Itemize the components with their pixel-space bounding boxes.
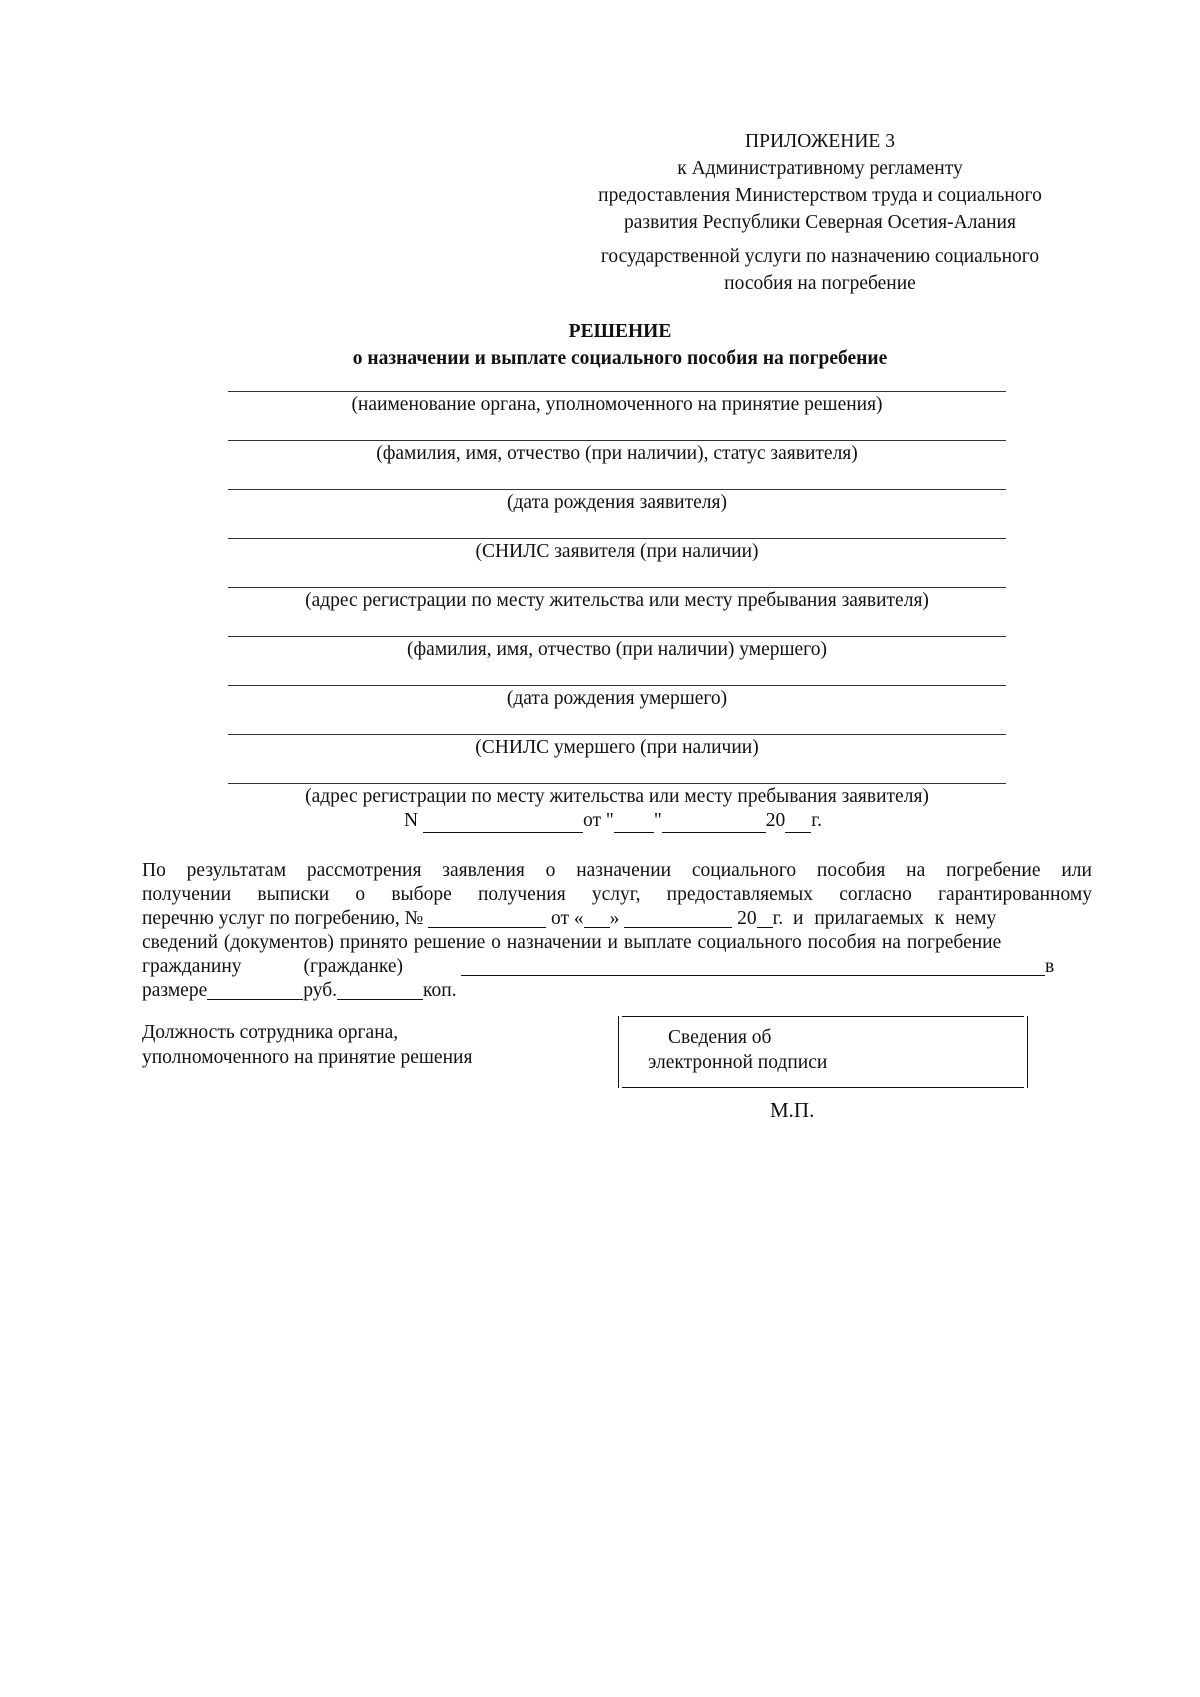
row2-word: получении	[142, 884, 232, 905]
field-line-9	[228, 783, 1006, 784]
esign-line-1: Сведения об	[668, 1027, 772, 1048]
kopecks-blank	[337, 979, 423, 1000]
field-caption-5: (адрес регистрации по месту жительства или месту пребывания заявителя)	[305, 590, 929, 611]
title-sub: о назначении и выплате социального пособия на погребение	[352, 348, 888, 369]
official-position	[142, 1020, 472, 1070]
field-line-1	[228, 391, 1006, 392]
seal-placeholder: М.П.	[770, 1098, 815, 1122]
field-line-3	[228, 489, 1006, 490]
para-row5-c: в	[1045, 956, 1055, 977]
decision-number-line	[404, 809, 822, 833]
esign-border-top	[622, 1016, 1024, 1017]
field-line-5	[228, 587, 1006, 588]
para-row-1	[142, 859, 1092, 883]
row1-word: По	[142, 860, 166, 881]
esignature-box	[618, 1016, 1028, 1088]
esign-line-2: электронной подписи	[648, 1052, 828, 1073]
appendix-line-1: к Административному регламенту	[677, 158, 963, 179]
row1-word: или	[1061, 860, 1092, 881]
esign-border-right	[1027, 1016, 1028, 1088]
para-row4-text: сведений (документов) принято решение о назначении и выплате социального пособия на погребение	[142, 932, 1002, 953]
row1-word: заявления	[442, 860, 525, 881]
number-blank	[423, 812, 583, 833]
field-line-4	[228, 538, 1006, 539]
para-row6-c: коп.	[423, 980, 457, 1001]
para-row-2	[142, 883, 1092, 907]
appendix-line-5: пособия на погребение	[724, 273, 916, 294]
field-caption-2: (фамилия, имя, отчество (при наличии), статус заявителя)	[376, 443, 858, 464]
row1-word: на	[906, 860, 926, 881]
para-row5-a: гражданину	[142, 956, 242, 977]
field-caption-8: (СНИЛС умершего (при наличии)	[475, 737, 759, 758]
row1-word: пособия	[816, 860, 886, 881]
reg-number-blank	[428, 907, 546, 928]
para-row3-c: »	[609, 908, 620, 929]
year-prefix: 20	[765, 810, 786, 831]
row1-word: социального	[691, 860, 797, 881]
decision-paragraph	[142, 859, 1092, 1003]
para-row3-e: г.	[772, 908, 784, 929]
row1-word: рассмотрения	[306, 860, 422, 881]
reg-year-blank	[757, 907, 773, 928]
para-row-6	[142, 979, 1092, 1003]
row2-word: гарантированному	[938, 884, 1092, 905]
citizen-name-blank	[461, 955, 1045, 976]
row2-word: согласно	[839, 884, 912, 905]
document-title	[230, 318, 1010, 372]
para-row5-b: (гражданке)	[303, 956, 404, 977]
appendix-header-cont	[560, 243, 1080, 297]
row2-word: выписки	[257, 884, 330, 905]
esign-border-left	[618, 1016, 619, 1088]
title-main: РЕШЕНИЕ	[568, 321, 672, 342]
row1-word: результатам	[186, 860, 287, 881]
appendix-line-4: государственной услуги по назначению социального	[600, 246, 1040, 267]
rubles-blank	[207, 979, 303, 1000]
field-caption-7: (дата рождения умершего)	[506, 688, 728, 709]
para-row-4	[142, 931, 1092, 955]
field-caption-1: (наименование органа, уполномоченного на принятие решения)	[351, 394, 883, 415]
reg-month-blank	[624, 907, 732, 928]
field-caption-9: (адрес регистрации по месту жительства или месту пребывания заявителя)	[305, 786, 929, 807]
row2-word: выборе	[391, 884, 452, 905]
appendix-header	[560, 128, 1080, 236]
field-line-2	[228, 440, 1006, 441]
para-row-3	[142, 907, 1092, 931]
field-line-7	[228, 685, 1006, 686]
row1-word: назначении	[576, 860, 672, 881]
day-blank	[614, 812, 654, 833]
row2-word: о	[355, 884, 366, 905]
para-row3-f: и прилагаемых к нему	[793, 908, 997, 929]
appendix-line-2: предоставления Министерством труда и социального	[598, 185, 1042, 206]
row1-word: погребение	[946, 860, 1041, 881]
row1-word: о	[545, 860, 556, 881]
field-caption-6: (фамилия, имя, отчество (при наличии) умершего)	[407, 639, 827, 660]
appendix-line-3: развития Республики Северная Осетия-Алания	[624, 212, 1016, 233]
field-line-6	[228, 636, 1006, 637]
field-caption-4: (СНИЛС заявителя (при наличии)	[475, 541, 759, 562]
row2-word: предоставляемых	[666, 884, 813, 905]
year-suffix: г.	[811, 810, 822, 831]
position-line-2: уполномоченного на принятие решения	[142, 1047, 473, 1068]
position-line-1: Должность сотрудника органа,	[142, 1022, 399, 1043]
month-blank	[662, 812, 766, 833]
field-caption-3: (дата рождения заявителя)	[507, 492, 727, 513]
number-label: N	[404, 810, 419, 831]
from-label: от "	[582, 810, 614, 831]
field-line-8	[228, 734, 1006, 735]
para-row-5	[142, 955, 1092, 979]
para-row3-d: 20	[737, 908, 757, 929]
year-blank	[785, 812, 811, 833]
esign-border-bottom	[622, 1087, 1024, 1088]
esign-text	[648, 1025, 827, 1075]
para-row3-b: от «	[550, 908, 584, 929]
para-row3-a: перечню услуг по погребению, №	[142, 908, 424, 929]
para-row6-a: размере	[142, 980, 208, 1001]
quote-close: "	[653, 810, 662, 831]
reg-day-blank	[584, 907, 610, 928]
para-row6-b: руб.	[303, 980, 338, 1001]
row2-word: получения	[477, 884, 566, 905]
appendix-number: ПРИЛОЖЕНИЕ 3	[745, 131, 895, 152]
row2-word: услуг,	[591, 884, 641, 905]
